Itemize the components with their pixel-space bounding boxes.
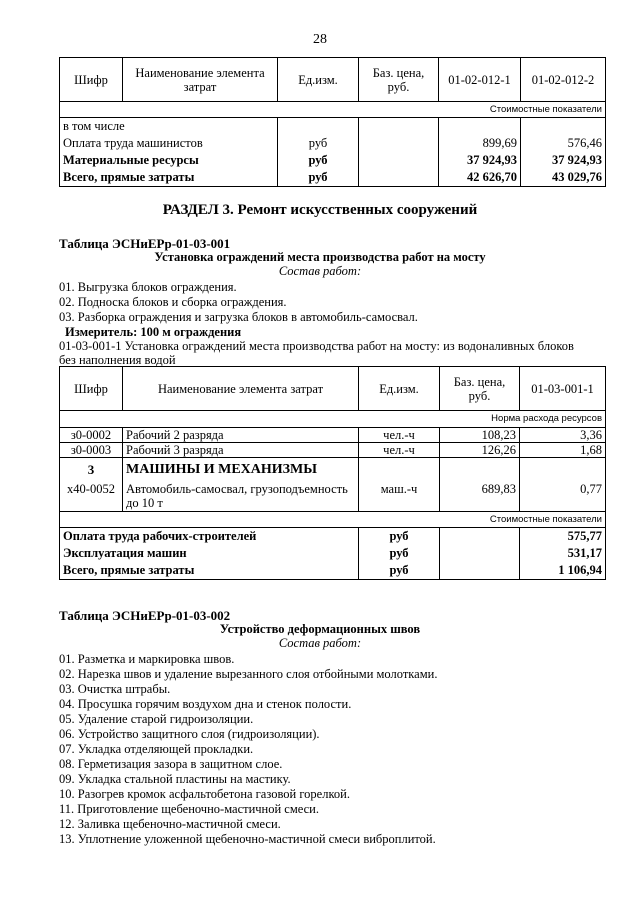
table-row: Оплата труда рабочих-строителей — [60, 528, 359, 545]
work-item: 01. Выгрузка блоков ограждения. — [59, 280, 237, 294]
table-subtitle: Состав работ: — [278, 636, 362, 650]
work-item: 12. Заливка щебеночно-мастичной смеси. — [59, 817, 281, 831]
table-row: Всего, прямые затраты — [60, 562, 359, 580]
header-col1: 01-02-012-1 — [439, 58, 521, 102]
work-item: 10. Разогрев кромок асфальтобетона газовой горелкой. — [59, 787, 350, 801]
table-row: в том числе — [60, 118, 278, 135]
table-row: з0-0002 — [60, 428, 123, 443]
work-item: 09. Укладка стальной пластины на мастику. — [59, 772, 291, 786]
page-number: 28 — [313, 32, 327, 47]
work-item: 05. Удаление старой гидроизоляции. — [59, 712, 254, 726]
table-row: Всего, прямые затраты — [60, 169, 278, 187]
work-item: 08. Герметизация зазора в защитном слое. — [59, 757, 283, 771]
work-item: 03. Очистка штрабы. — [59, 682, 171, 696]
table-subtitle: Состав работ: — [278, 264, 362, 278]
header-unit: Ед.изм. — [278, 58, 359, 102]
description: 01-03-001-1 Установка ограждений места производства работ на мосту: из водоналивных блоков — [59, 339, 574, 353]
work-item: 01. Разметка и маркировка швов. — [59, 652, 235, 666]
table-title: Устройство деформационных швов — [219, 622, 421, 636]
table-row: Эксплуатация машин — [60, 545, 359, 562]
work-item: 07. Укладка отделяющей прокладки. — [59, 742, 254, 756]
header-price: Баз. цена, руб. — [359, 58, 439, 102]
section-label: Стоимостные показатели — [60, 102, 606, 118]
work-item: 02. Нарезка швов и удаление вырезанного слоя отбойными молотками. — [59, 667, 438, 681]
measurer: Измеритель: 100 м ограждения — [65, 325, 242, 339]
table-row: Оплата труда машинистов — [60, 135, 278, 152]
work-item: 13. Уплотнение уложенной щебеночно-мастичной смеси виброплитой. — [59, 832, 436, 846]
work-item: 11. Приготовление щебеночно-мастичной смеси. — [59, 802, 319, 816]
work-item: 04. Просушка горячим воздухом дна и стенок полости. — [59, 697, 352, 711]
table-row: х40-0052 — [60, 482, 123, 512]
table-label: Таблица ЭСНиЕРр-01-03-002 — [59, 608, 231, 623]
table-2: Шифр Наименование элемента затрат Ед.изм. Баз. цена, руб. 01-03-001-1 Норма расхода ресурсов з0-0002 Рабочий 2 разряда чел.-ч 108,23 3,36 з0-0003 Рабочий 3 разряда чел.-ч 126,26 1,68 3 МАШИНЫ И МЕХАНИЗМЫ х40-0052 Автомобиль-самосвал, грузоподъемность до 10 т маш.-ч 689,83 0,77 Стоимостные показатели Оплата труда рабочих-строителей руб 575,77 Эксплуатация машин руб 531,17 Всего, прямые затраты руб 1 106,94 — [59, 366, 606, 580]
table-row: Материальные ресурсы — [60, 152, 278, 169]
header-code: Шифр — [60, 58, 123, 102]
table-row: з0-0003 — [60, 443, 123, 458]
work-item: 02. Подноска блоков и сборка ограждения. — [59, 295, 287, 309]
work-item: 03. Разборка ограждения и загрузка блоков в автомобиль-самосвал. — [59, 310, 418, 324]
header-col2: 01-02-012-2 — [521, 58, 606, 102]
section-title: РАЗДЕЛ 3. Ремонт искусственных сооружений — [162, 202, 478, 218]
header-name: Наименование элемента затрат — [123, 58, 278, 102]
table-title: Установка ограждений места производства работ на мосту — [154, 250, 486, 264]
work-item: 06. Устройство защитного слоя (гидроизоляции). — [59, 727, 320, 741]
table-label: Таблица ЭСНиЕРр-01-03-001 — [59, 236, 231, 251]
description: без наполнения водой — [59, 353, 176, 367]
table-1: Шифр Наименование элемента затрат Ед.изм. Баз. цена, руб. 01-02-012-1 01-02-012-2 Стоимостные показатели в том числе Оплата труда машинистов руб 899,69 576,46 Материальные ресурсы руб 37 924,93 37 924,93 Всего, прямые затраты руб 42 626,70 43 029,76 — [59, 57, 606, 187]
